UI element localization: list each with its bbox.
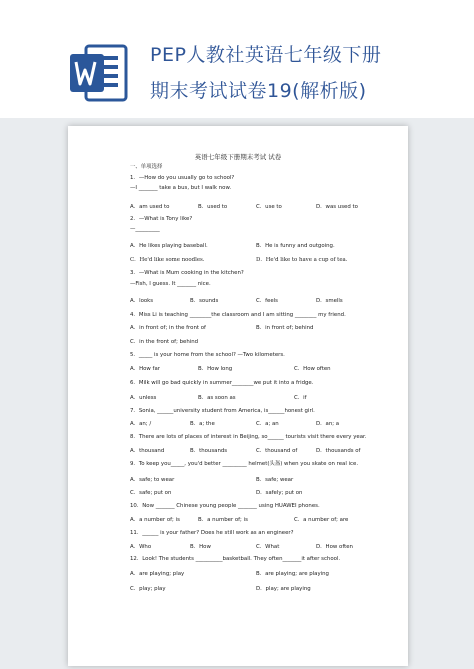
page-title-line-2: 期末考试试卷19(解析版) (150, 80, 367, 102)
question-text: 8．There are lots of places of interest in Beijing, so______ tourists visit there every year. (130, 434, 367, 440)
question-text: 2．—What is Tony like? (130, 216, 193, 222)
answer-option: C．safe; put on (130, 490, 172, 496)
answer-option: A．safe; to wear (130, 477, 175, 483)
answer-option: A．am used to (130, 204, 170, 210)
answer-option: D．smells (316, 298, 343, 304)
answer-option: D．thousands of (316, 448, 361, 454)
answer-option: B．How long (198, 366, 233, 372)
question-text: 12．Look! The students __________basketball. They often_______it after school. (130, 556, 341, 562)
answer-option: C．use to (256, 204, 282, 210)
question-text: 1．—How do you usually go to school? (130, 175, 235, 181)
answer-option: B．thousands (190, 448, 228, 454)
section-heading: 一、单项选择 (130, 164, 163, 170)
question-text: —_________ (130, 226, 160, 232)
answer-option: C．feels (256, 298, 278, 304)
question-text: 6．Milk will go bad quickly in summer________we put it into a fridge. (130, 380, 314, 386)
question-text: —I _______ take a bus, but I walk now. (130, 185, 232, 191)
answer-option: D．safely; put on (256, 490, 303, 496)
page-title-line-1: PEP人教社英语七年级下册 (150, 44, 382, 66)
question-text: 4．Miss Li is teaching ________the classroom and I am sitting ________ my friend. (130, 312, 346, 318)
question-text: 10．Now _______ Chinese young people _______ using HUAWEI phones. (130, 503, 320, 509)
question-text: —Fish, I guess. It _______ nice. (130, 281, 211, 287)
answer-option: D．How often (316, 544, 353, 550)
answer-option: B．safe; wear (256, 477, 294, 483)
answer-option: A．Who (130, 544, 152, 550)
answer-option: A．a number of; is (130, 517, 180, 523)
question-text: 3．—What is Mum cooking in the kitchen? (130, 270, 244, 276)
answer-option: B．How (190, 544, 211, 550)
answer-option: C．How often (294, 366, 331, 372)
answer-option: B．He is funny and outgoing. (256, 243, 335, 249)
answer-option: D．play; are playing (256, 586, 311, 592)
answer-option: C．thousand of (256, 448, 298, 454)
question-text: 11．______ is your father? Does he still work as an engineer? (130, 530, 294, 536)
answer-option: C．play; play (130, 586, 166, 592)
answer-option: B．in front of; behind (256, 325, 314, 331)
answer-option: D．He'd like to have a cup of tea. (256, 257, 348, 263)
question-text: 9．To keep you_____, you'd better _________ helmet(头盔) when you skate on real ice. (130, 461, 359, 467)
answer-option: A．How far (130, 366, 160, 372)
answer-option: C．He'd like some noodles. (130, 257, 205, 263)
answer-option: C．if (294, 395, 307, 401)
answer-option: A．thousand (130, 448, 165, 454)
answer-option: D．an; a (316, 421, 340, 427)
answer-option: A．an; / (130, 421, 152, 427)
document-page (68, 126, 408, 666)
answer-option: D．was used to (316, 204, 358, 210)
answer-option: C．a number of; are (294, 517, 349, 523)
answer-option: B．as soon as (198, 395, 236, 401)
answer-option: B．a; the (190, 421, 215, 427)
question-text: C．in the front of; behind (130, 339, 199, 345)
document-title: 英语七年级下册期末考试 试卷 (194, 153, 282, 161)
answer-option: B．are playing; are playing (256, 571, 329, 577)
answer-option: A．He likes playing baseball. (130, 243, 208, 249)
answer-option: A．looks (130, 298, 154, 304)
page-header (0, 0, 474, 128)
answer-option: C．What (256, 544, 280, 550)
answer-option: C．a; an (256, 421, 279, 427)
question-text: 5．_____ is your home from the school? —Two kilometers. (130, 352, 285, 358)
question-text: 7．Sonia, ______university student from America, is______honest girl. (130, 408, 315, 414)
answer-option: A．unless (130, 395, 157, 401)
answer-option: A．are playing; play (130, 571, 185, 577)
answer-option: B．used to (198, 204, 228, 210)
word-document-icon (66, 40, 132, 106)
answer-option: A．in front of; in the front of (130, 325, 206, 331)
answer-option: B．sounds (190, 298, 219, 304)
answer-option: B．a number of; is (198, 517, 248, 523)
